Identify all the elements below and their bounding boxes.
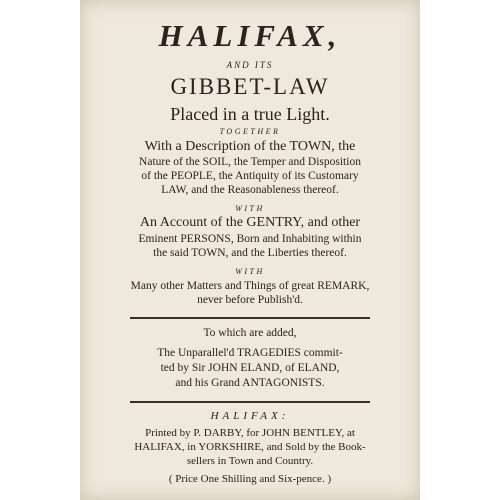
matters-line-2: never before Publish'd. — [197, 294, 303, 306]
matters-line-1: Many other Matters and Things of great REMARK, — [130, 280, 370, 292]
price-line: ( Price One Shilling and Six-pence. ) — [168, 473, 332, 485]
book-subtitle: GIBBET-LAW — [170, 74, 330, 99]
together-label: TOGETHER — [219, 127, 281, 136]
description-line-1: With a Description of the TOWN, the — [144, 139, 356, 154]
account-line-3: the said TOWN, and the Liberties thereof. — [153, 247, 347, 259]
with-label-2: WITH — [235, 267, 265, 276]
imprint-line-1: Printed by P. DARBY, for JOHN BENTLEY, at — [145, 427, 355, 439]
and-its-line: AND ITS — [226, 60, 274, 70]
description-line-3: of the PEOPLE, the Antiquity of its Customary — [141, 170, 359, 182]
description-line-2: Nature of the SOIL, the Temper and Disposition — [139, 156, 361, 168]
tragedies-line-3: and his Grand ANTAGONISTS. — [175, 377, 325, 389]
title-page — [80, 0, 420, 500]
account-line-1: An Account of the GENTRY, and other — [139, 215, 361, 230]
rule-2 — [130, 401, 370, 403]
tragedies-line-1: The Unparallel'd TRAGEDIES commit- — [157, 347, 343, 359]
added-line: To which are added, — [203, 327, 297, 339]
tragedies-line-2: ted by Sir JOHN ELAND, of ELAND, — [160, 362, 340, 374]
description-line-4: LAW, and the Reasonableness thereof. — [161, 184, 339, 196]
imprint-line-2: HALIFAX, in YORKSHIRE, and Sold by the Book- — [134, 441, 366, 453]
imprint-line-3: sellers in Town and Country. — [186, 455, 314, 467]
placed-line: Placed in a true Light. — [170, 104, 330, 124]
rule-1 — [130, 317, 370, 319]
account-line-2: Eminent PERSONS, Born and Inhabiting within — [138, 233, 362, 245]
imprint-place: HALIFAX: — [210, 410, 290, 422]
with-label-1: WITH — [235, 204, 265, 213]
book-title: HALIFAX, — [158, 18, 342, 53]
